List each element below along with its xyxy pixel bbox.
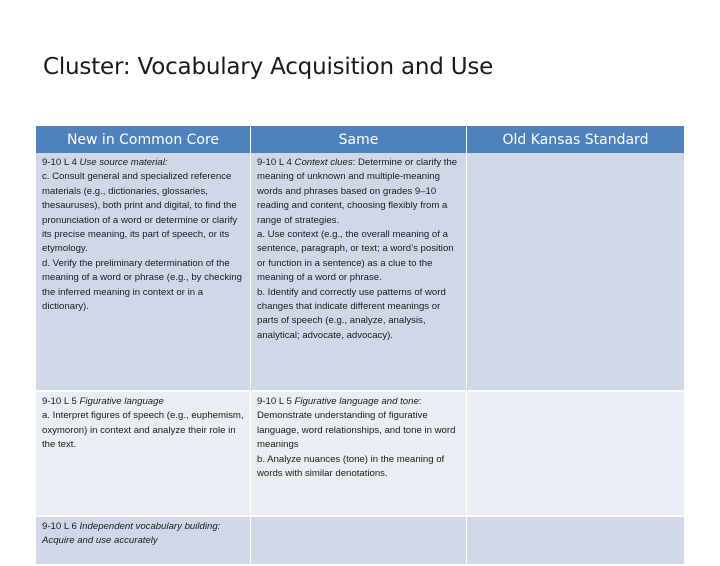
cell-line: a. Use context (e.g., the overall meaning of a sentence, paragraph, or text; a word’s position or function in a sentence) as a clue to the meaning of a word or phrase. (257, 229, 454, 284)
cell-line: b. Identify and correctly use patterns of word changes that indicate different meanings or parts of speech (e.g., analyze, analysis, analytical; advocate, advocacy). (257, 286, 446, 341)
cell-line: c. Consult general and specialized reference materials (e.g., dictionaries, glossaries, thesauruses), both print and digital, to find the pronunciation of a word or determine or clarify its precise meaning, its part of speech, or its etymology. (42, 171, 238, 255)
cell-new-l5 (36, 392, 251, 517)
cell-lead: 9-10 L 5 (257, 396, 295, 407)
header-new-in-common-core: New in Common Core (36, 126, 251, 153)
cell-lead-rest: : Determine or clarify the meaning of unknown and multiple-meaning words and phrases based on grades 9–10 reading and content, choosing flexibly from a range of strategies. (257, 157, 458, 226)
cell-lead: 9-10 L 4 (42, 157, 80, 168)
cell-line: d. Verify the preliminary determination of the meaning of a word or phrase (e.g., by checking the inferred meaning in context or in a dictionary). (42, 257, 242, 313)
cell-lead: 9-10 L 6 (42, 521, 80, 532)
cell-lead-rest: : Demonstrate understanding of figurative language, word relationships, and tone in word meanings (257, 396, 456, 451)
cell-lead-italic: Use source material: (79, 157, 168, 168)
cell-lead-italic: Context clues (294, 157, 353, 168)
cell-lead: 9-10 L 4 (257, 157, 295, 168)
cell-lead: 9-10 L 5 (42, 396, 80, 407)
cell-lead-italic: Independent vocabulary building: Acquire and use accurately (42, 521, 221, 547)
cell-lead-italic: Figurative language and tone (294, 396, 419, 407)
cell-same-l5 (251, 392, 467, 517)
cell-old-l6 (467, 517, 684, 566)
cell-lead-italic: Figurative language (79, 396, 164, 407)
cell-new-l6 (36, 517, 251, 566)
table-row (36, 517, 684, 566)
header-old-kansas-standard: Old Kansas Standard (467, 126, 684, 153)
cell-old-l5 (467, 392, 684, 517)
header-row (36, 126, 684, 153)
comparison-table (36, 126, 684, 566)
cell-old-l4 (467, 153, 684, 392)
slide-title: Cluster: Vocabulary Acquisition and Use (43, 54, 494, 80)
cell-same-l6 (251, 517, 467, 566)
cell-same-l4 (251, 153, 467, 392)
table-row (36, 153, 684, 392)
header-same: Same (251, 126, 467, 153)
table-row (36, 392, 684, 517)
cell-new-l4 (36, 153, 251, 392)
cell-line: b. Analyze nuances (tone) in the meaning of words with similar denotations. (257, 453, 445, 480)
cell-line: a. Interpret figures of speech (e.g., euphemism, oxymoron) in context and analyze their role in the text. (42, 410, 244, 451)
